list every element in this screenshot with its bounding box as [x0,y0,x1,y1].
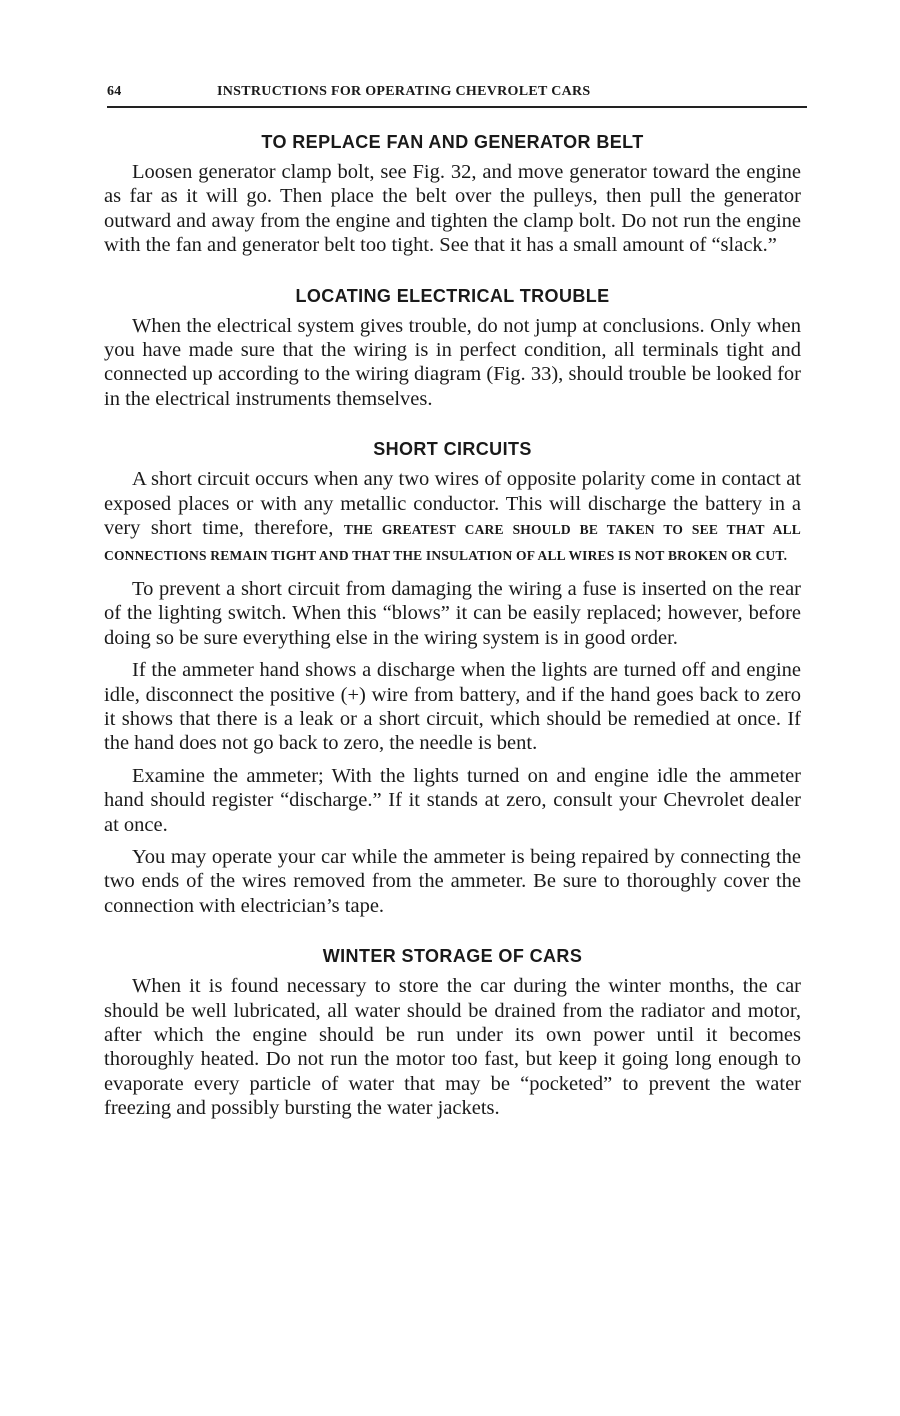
section-locating-electrical-trouble [104,282,801,412]
body-paragraph: To prevent a short circuit from damaging the wiring a fuse is inserted on the rear of the lighting switch. When this “blows” it can be easily replaced; however, before doing so be sure everything else in the wiring system is in good order. [104,577,801,649]
body-paragraph: Loosen generator clamp bolt, see Fig. 32, and move generator toward the engine as far as it will go. Then place the belt over the pulleys, then pull the generator outward and away from the engine and tighten the clamp bolt. Do not run the engine with the fan and generator belt too tight. See that it has a small amount of “slack.” [104,161,801,257]
page-body [104,128,801,1121]
section-winter-storage [104,942,801,1120]
section-heading: LOCATING ELECTRICAL TROUBLE [295,285,610,306]
body-paragraph: You may operate your car while the ammeter is being repaired by connecting the two ends of the wires removed from the ammeter. Be sure to thoroughly cover the connection with electrician’s tape. [104,845,801,917]
paragraph-text: A short circuit occurs when any two wires of opposite polarity come in contact at exposed places or with any metallic conductor. This will discharge the battery in a very short time, therefore, [104,468,801,540]
body-paragraph: Examine the ammeter; With the lights turned on and engine idle the ammeter hand should register “discharge.” If it stands at zero, consult your Chevrolet dealer at once. [104,764,801,836]
section-heading: SHORT CIRCUITS [373,439,532,460]
section-heading: WINTER STORAGE OF CARS [322,946,583,967]
body-paragraph [104,467,801,569]
page-number: 64 [107,84,122,99]
section-heading: TO REPLACE FAN AND GENERATOR BELT [261,132,644,152]
header-rule [107,106,807,108]
body-paragraph: When it is found necessary to store the car during the winter months, the car should be well lubricated, all water should be drained from the radiator and motor, after which the engine should be run under its own power until it becomes thoroughly heated. Do not run the motor too fast, but keep it going long enough to evaporate every particle of water that may be “pocketed” to prevent the water freezing and possibly bursting the water jackets. [104,975,801,1120]
running-title: INSTRUCTIONS FOR OPERATING CHEVROLET CARS [217,84,591,99]
section-replace-fan-belt [104,128,801,258]
section-short-circuits [104,435,801,918]
body-paragraph: If the ammeter hand shows a discharge when the lights are turned off and engine idle, disconnect the positive (+) wire from battery, and if the hand goes back to zero it shows that there is a leak or a short circuit, which should be remedied at once. If the hand does not go back to zero, the needle is bent. [104,659,801,755]
caps-warning: THE GREATEST CARE SHOULD BE TAKEN TO SEE THAT ALL CONNECTIONS REMAIN TIGHT AND THAT THE INSULATION OF ALL WIRES IS NOT BROKEN OR CUT. [104,522,801,564]
running-header [107,84,807,104]
body-paragraph: When the electrical system gives trouble, do not jump at conclusions. Only when you have made sure that the wiring is in perfect condition, all terminals tight and connected up according to the wiring diagram (Fig. 33), should trouble be looked for in the electrical instruments themselves. [104,314,801,410]
